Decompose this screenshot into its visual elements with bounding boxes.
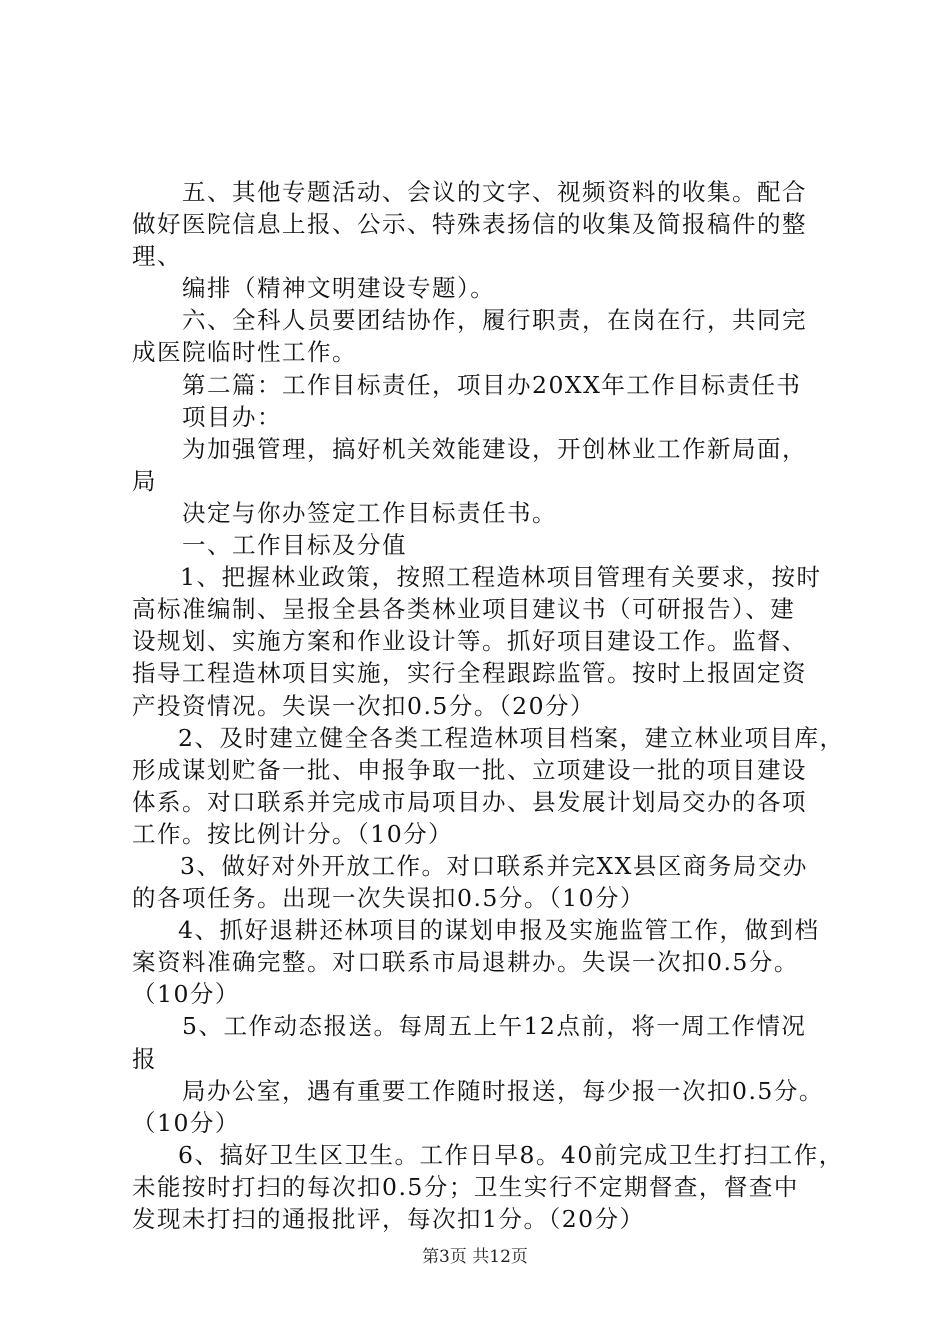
text-line: 3、做好对外开放工作。对口联系并完XX县区商务局交办 [180,851,808,880]
text-line: 未能按时打扫的每次扣0.5分；卫生实行不定期督查，督查中 [132,1172,799,1201]
text-line: 理、 [132,242,182,271]
text-line: 成医院临时性工作。 [132,338,357,367]
text-line: 设规划、实施方案和作业设计等。抓好项目建设工作。监督、 [132,627,807,656]
text-line: 项目办： [182,402,282,431]
text-line: 第二篇：工作目标责任，项目办20XX年工作目标责任书 [182,370,802,399]
text-line: 产投资情况。失误一次扣0.5分。（20分） [132,691,596,720]
text-line: 一、工作目标及分值 [182,531,407,560]
text-line: 案资料准确完整。对口联系市局退耕办。失误一次扣0.5分。 [132,948,799,977]
text-line: 编排（精神文明建设专题）。 [182,274,496,303]
text-line: 六、全科人员要团结协作，履行职责，在岗在行，共同完 [182,306,807,335]
text-line: 为加强管理，搞好机关效能建设，开创林业工作新局面， [182,434,807,463]
text-line: 局 [132,466,157,495]
text-line: （10分） [132,1108,240,1137]
text-line: 做好医院信息上报、公示、特殊表扬信的收集及简报稿件的整 [132,210,807,239]
text-line: 工作。按比例计分。（10分） [132,819,454,848]
page-number-label: 第3页 共12页 [422,1247,528,1267]
page-footer [0,1242,950,1267]
text-line: 6、搞好卫生区卫生。工作日早8。40前完成卫生打扫工作， [178,1140,844,1169]
text-line: 体系。对口联系并完成市局项目办、县发展计划局交办的各项 [132,787,807,816]
text-line: 形成谋划贮备一批、申报争取一批、立项建设一批的项目建设 [132,755,807,784]
text-line: 指导工程造林项目实施，实行全程跟踪监管。按时上报固定资 [132,659,807,688]
text-line: 发现未打扫的通报批评，每次扣1分。（20分） [132,1205,645,1233]
text-line: 决定与你办签定工作目标责任书。 [182,498,557,527]
text-line: 2、及时建立健全各类工程造林项目档案，建立林业项目库， [178,723,845,752]
text-line: 五、其他专题活动、会议的文字、视频资料的收集。配合 [182,178,807,206]
text-line: （10分） [132,980,240,1009]
text-line: 局办公室，遇有重要工作随时报送，每少报一次扣0.5分。 [182,1076,824,1105]
text-line: 1、把握林业政策，按照工程造林项目管理有关要求，按时 [180,563,822,592]
text-line: 5、工作动态报送。每周五上午12点前，将一周工作情况 [182,1012,807,1041]
text-line: 的各项任务。出现一次失误扣0.5分。（10分） [132,884,646,913]
text-line: 4、抓好退耕还林项目的谋划申报及实施监管工作，做到档 [178,916,820,945]
text-line: 报 [132,1044,157,1073]
document-body [132,176,845,1235]
text-line: 高标准编制、呈报全县各类林业项目建议书（可研报告）、建 [132,595,796,624]
